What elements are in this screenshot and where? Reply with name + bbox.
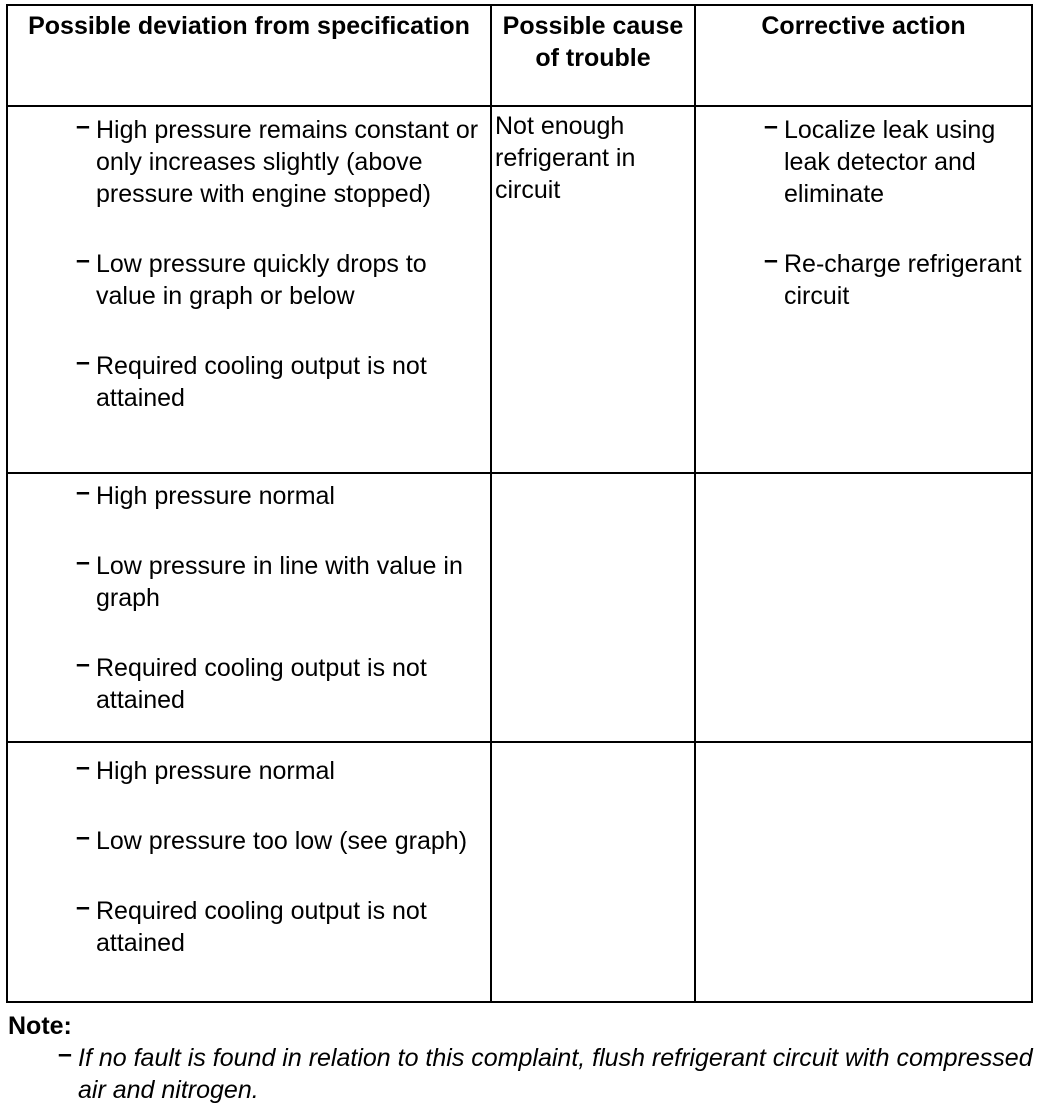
bullet-dash: –	[76, 753, 90, 781]
row-1-actions	[764, 114, 1032, 312]
row-3-deviation	[76, 755, 488, 959]
column-divider-1	[490, 4, 492, 1003]
note-text: If no fault is found in relation to this complaint, flush refrigerant circuit with compressed air and nitrogen.	[78, 1044, 1033, 1104]
row-divider-2	[6, 741, 1033, 743]
bullet-dash: –	[76, 348, 90, 376]
bullet-dash: –	[76, 823, 90, 851]
note-bullet-dash: –	[58, 1040, 72, 1068]
list-item	[764, 114, 1032, 210]
bullet-dash: –	[76, 246, 90, 274]
list-item	[76, 114, 488, 210]
bullet-dash: –	[76, 650, 90, 678]
bullet-dash: –	[76, 478, 90, 506]
header-cause: Possible cause of trouble	[502, 12, 684, 72]
row-2-deviation	[76, 480, 490, 716]
header-action: Corrective action	[761, 12, 966, 40]
item-text: Re-charge refrigerant circuit	[784, 250, 1022, 310]
bullet-dash: –	[76, 548, 90, 576]
bullet-dash: –	[764, 112, 778, 140]
troubleshooting-table	[6, 4, 1033, 1003]
item-text: Localize leak using leak detector and eliminate	[784, 116, 996, 208]
item-text: High pressure normal	[96, 482, 335, 510]
header-divider	[6, 105, 1033, 107]
list-item	[76, 550, 490, 614]
list-item	[76, 480, 490, 512]
list-item	[76, 755, 488, 787]
item-text: Required cooling output is not attained	[96, 654, 427, 714]
item-text: Low pressure too low (see graph)	[96, 827, 468, 855]
table-border-bottom	[6, 1001, 1033, 1003]
item-text: High pressure remains constant or only increases slightly (above pressure with engine stopped)	[96, 116, 479, 208]
list-item	[76, 895, 488, 959]
list-item	[76, 350, 488, 414]
list-item	[76, 652, 490, 716]
row-1-deviation	[76, 114, 488, 414]
list-item	[764, 248, 1032, 312]
row-1-cause: Not enough refrigerant in circuit	[495, 112, 636, 204]
note-title: Note:	[8, 1012, 72, 1040]
bullet-dash: –	[764, 246, 778, 274]
table-border-top	[6, 4, 1033, 6]
item-text: Required cooling output is not attained	[96, 897, 427, 957]
item-text: Low pressure in line with value in graph	[96, 552, 463, 612]
bullet-dash: –	[76, 893, 90, 921]
table-border-left	[6, 4, 8, 1003]
row-divider-1	[6, 472, 1033, 474]
list-item	[76, 825, 488, 857]
list-item	[76, 248, 488, 312]
item-text: Low pressure quickly drops to value in graph or below	[96, 250, 427, 310]
column-divider-2	[694, 4, 696, 1003]
item-text: Required cooling output is not attained	[96, 352, 427, 412]
bullet-dash: –	[76, 112, 90, 140]
item-text: High pressure normal	[96, 757, 335, 785]
header-deviation: Possible deviation from specification	[28, 12, 470, 40]
